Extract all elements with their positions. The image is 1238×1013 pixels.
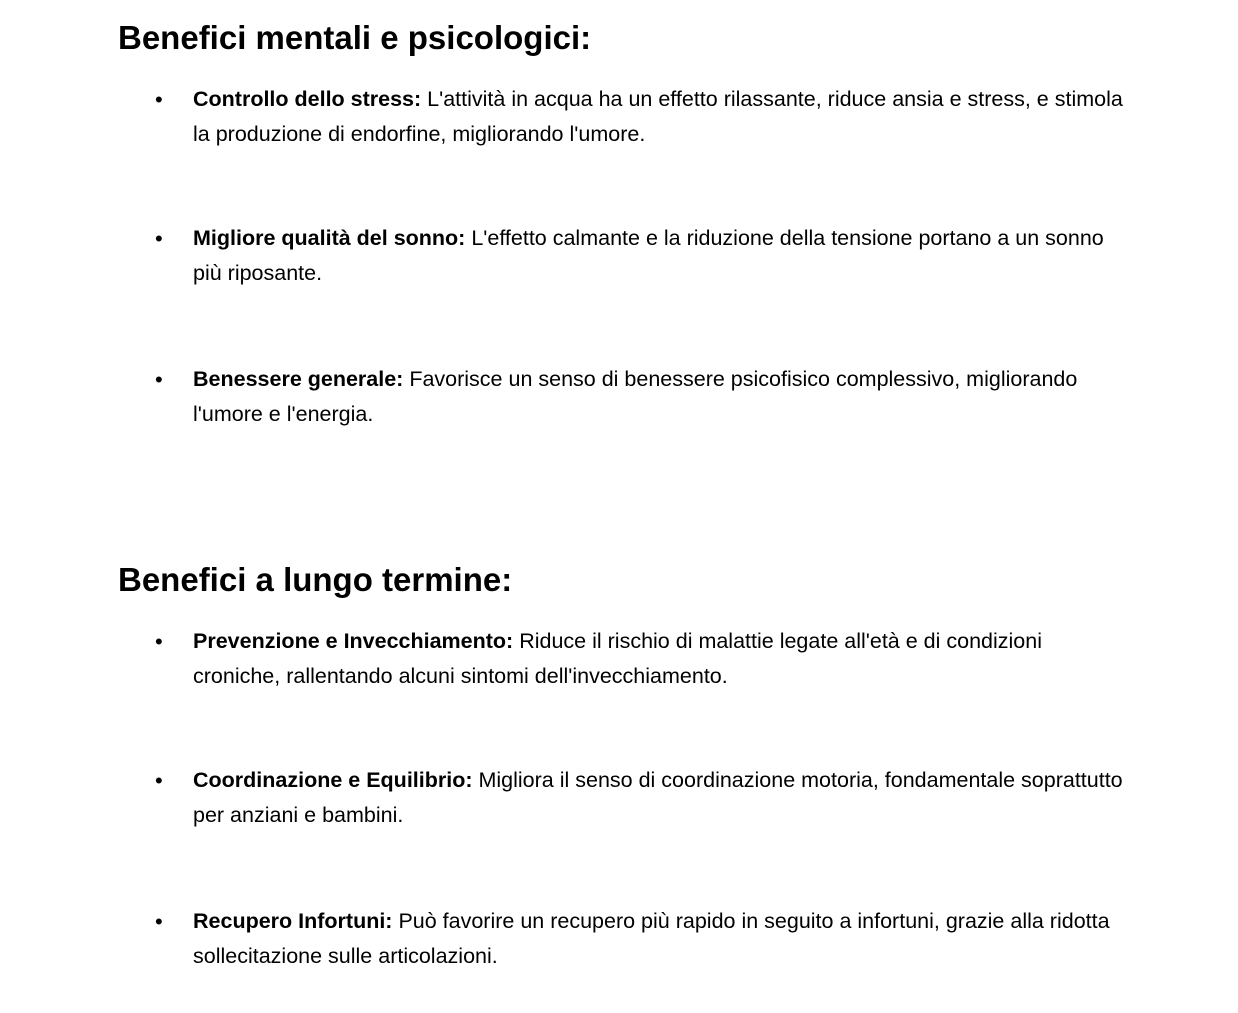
list-item [193,904,1133,974]
item-label: Benessere generale: [193,367,404,391]
item-text: Può favorire un recupero più rapido in seguito a infortuni, grazie alla ridotta sollecitazione sulle articolazioni. [193,909,1110,968]
item-text: L'effetto calmante e la riduzione della tensione portano a un sonno più riposante. [193,226,1104,285]
item-text: Riduce il rischio di malattie legate all'età e di condizioni croniche, rallentando alcuni sintomi dell'invecchiamento. [193,629,1042,688]
list-item [193,362,1133,432]
item-label: Migliore qualità del sonno: [193,226,466,250]
item-text: L'attività in acqua ha un effetto rilassante, riduce ansia e stress, e stimola la produzione di endorfine, migliorando l'umore. [193,87,1123,146]
item-label: Controllo dello stress: [193,87,422,111]
list-item [193,82,1133,152]
list-item [193,624,1133,694]
item-label: Recupero Infortuni: [193,909,393,933]
list-item [193,763,1133,833]
item-label: Coordinazione e Equilibrio: [193,768,473,792]
item-text: Migliora il senso di coordinazione motoria, fondamentale soprattutto per anziani e bambini. [193,768,1123,827]
section-heading: Benefici a lungo termine: [118,561,513,598]
section-heading: Benefici mentali e psicologici: [118,19,592,56]
item-text: Favorisce un senso di benessere psicofisico complessivo, migliorando l'umore e l'energia. [193,367,1078,426]
item-label: Prevenzione e Invecchiamento: [193,629,514,653]
list-item [193,221,1133,291]
